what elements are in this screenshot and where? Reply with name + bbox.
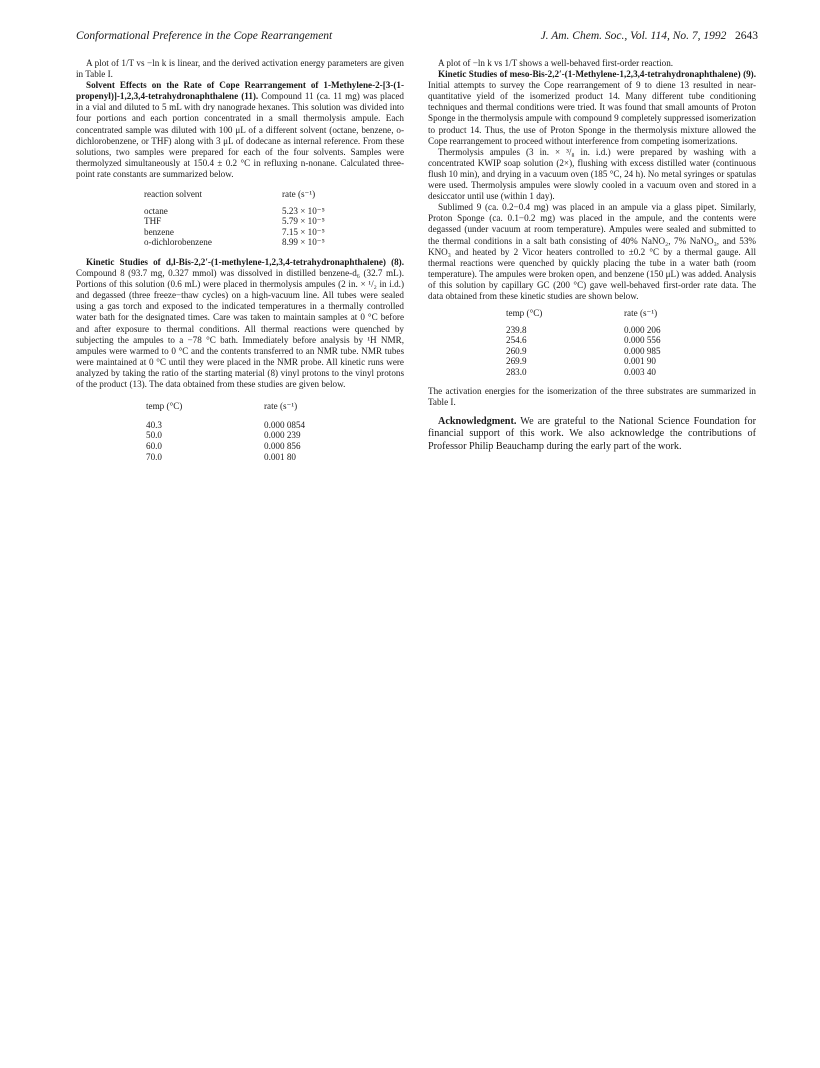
- table-row: [144, 227, 325, 238]
- right-column: [428, 58, 756, 453]
- section-heading: Kinetic Studies of d,l-Bis-2,2′-(1-methylene-1,2,3,4-tetrahydronaphthalene) (8).: [86, 257, 404, 267]
- table-row: [506, 367, 661, 378]
- acknowledgment-body: We are grateful to the National Science Foundation for financial support of this work. We also acknowledge the contributions of Professor Philip Beauchamp during the early part of the work.: [428, 415, 756, 452]
- table-cell: 5.79 × 10⁻⁵: [282, 216, 325, 227]
- column-header: temp (°C): [146, 401, 183, 412]
- table-header-row: [144, 189, 325, 206]
- paragraph: A plot of −ln k vs 1/T shows a well-behaved first-order reaction.: [438, 58, 674, 68]
- table-row: [146, 452, 305, 463]
- table-row: [146, 430, 305, 441]
- column-header: rate (s⁻¹): [624, 308, 658, 319]
- table-cell: 0.000 0854: [264, 419, 306, 430]
- table-cell: 60.0: [146, 440, 162, 451]
- running-title: Conformational Preference in the Cope Rearrangement: [76, 30, 333, 42]
- section-body: Compound 8 (93.7 mg, 0.327 mmol) was dissolved in distilled benzene-d₆ (32.7 mL). Portions of this solution (0.6 mL) were placed in thermolysis ampules (2 in. × ¹/₂ in i.d.) and degassed (three freeze−thaw cycles) on a high-vacuum line. All tubes were sealed using a gas torch and exposed to the indicated temperatures in a thermally controlled water bath for the designated times. Care was taken to maintain samples at 0 °C before and after exposure to thermal conditions. All thermal reactions were quenched by subjecting the ampules to a −78 °C bath. Immediately before analysis by ¹H NMR, ampules were warmed to 0 °C and the contents transferred to an NMR tube. NMR tubes were maintained at 0 °C until they were placed in the NMR probe. All kinetic runs were analyzed by taking the ratio of the starting material (8) vinyl protons to the vinyl protons of the product (13). The data obtained from these studies are given below.: [76, 268, 404, 390]
- left-column: [76, 58, 404, 473]
- paragraph: [76, 257, 404, 390]
- table-cell: THF: [144, 216, 162, 227]
- table-row: [144, 216, 325, 227]
- table-cell: 269.9: [506, 356, 527, 367]
- acknowledgment: [428, 416, 756, 453]
- table-cell: 5.23 × 10⁻⁵: [282, 205, 325, 216]
- paragraph: [76, 80, 404, 180]
- page-number: 2643: [735, 30, 758, 42]
- column-header: rate (s⁻¹): [264, 401, 298, 412]
- table-cell: 0.003 40: [624, 367, 656, 378]
- table-cell: 239.8: [506, 324, 527, 335]
- acknowledgment-heading: Acknowledgment.: [438, 415, 517, 427]
- table-row: [144, 206, 325, 217]
- table-cell: 260.9: [506, 345, 527, 356]
- table-cell: 0.000 239: [264, 430, 301, 441]
- section-body: Compound 11 (ca. 11 mg) was placed in a vial and diluted to 5 mL with dry nanograde hexanes. This solution was divided into four portions and each portion concentrated in a small thermolysis ampule. Each concentrated sample was diluted with 100 μL of a different solvent (octane, benzene, o-dichlorobenzene, or THF) along with 3 μL of dodecane as internal reference. From these solutions, two samples were prepared for each of the four solvents. Samples were thermolyzed simultaneously at 150.4 ± 0.2 °C in refluxing n-nonane. Calculated three-point rate constants are summarized below.: [76, 91, 404, 179]
- table-cell: 283.0: [506, 367, 527, 378]
- table-cell: 0.001 80: [264, 451, 296, 462]
- column-header: rate (s⁻¹): [282, 189, 316, 200]
- table-cell: 70.0: [146, 451, 162, 462]
- table-cell: 254.6: [506, 335, 527, 346]
- paragraph: [428, 69, 756, 147]
- table-row: [506, 356, 661, 367]
- table-cell: 7.15 × 10⁻⁵: [282, 226, 325, 237]
- table-header-row: [506, 308, 661, 325]
- table-cell: 50.0: [146, 430, 162, 441]
- table-cell: 0.000 556: [624, 335, 661, 346]
- table-row: [146, 441, 305, 452]
- table-cell: 0.000 985: [624, 345, 661, 356]
- table-row: [144, 237, 325, 248]
- table-cell: 0.001 90: [624, 356, 656, 367]
- table-header-row: [146, 401, 305, 420]
- paragraph: A plot of 1/T vs −ln k is linear, and the derived activation energy parameters are given in Table I.: [76, 58, 404, 80]
- table-row: [506, 346, 661, 357]
- paragraph: The activation energies for the isomerization of the three substrates are summarized in Table I.: [428, 385, 756, 407]
- table-cell: o-dichlorobenzene: [144, 237, 212, 248]
- column-header: temp (°C): [506, 308, 543, 319]
- section-heading: Solvent Effects on the Rate of Cope Rearrangement of 1-Methylene-2-[3-(1-propenyl)]-1,2,3,4-tetrahydronaphthalene (11).: [76, 80, 404, 102]
- solvent-rate-table: [144, 189, 325, 248]
- table-cell: 0.000 856: [264, 440, 301, 451]
- journal-name: J. Am. Chem. Soc.,: [540, 30, 628, 42]
- table-cell: 0.000 206: [624, 324, 661, 335]
- table-row: [506, 325, 661, 336]
- table-cell: benzene: [144, 226, 174, 237]
- section-heading: Kinetic Studies of meso-Bis-2,2′-(1-Methylene-1,2,3,4-tetrahydronaphthalene) (9).: [438, 69, 756, 80]
- kinetics-table-8: [146, 401, 305, 462]
- table-cell: 40.3: [146, 419, 162, 430]
- paragraph: Thermolysis ampules (3 in. × ³/₈ in. i.d.) were prepared by washing with a concentrated KWIP soap solution (2×), flushing with excess distilled water (continuous flush 10 min), and drying in a vacuum oven (185 °C, 24 h). No metal syringes or spatulas were used. Thermolysis ampules were slowly cooled in a vacuum oven and stored in a desiccator until use (within 1 day).: [428, 146, 756, 202]
- section-body: Initial attempts to survey the Cope rearrangement of 9 to diene 13 resulted in near-quantitative yield of the isomerized product 14. Many different tube conditioning techniques and thermal conditions were tried. It was found that small amounts of Proton Sponge in the thermolysis ampule with compound 9 completely suppressed isomerization to product 14. Thus, the use of Proton Sponge in the thermolysis mixture allowed the Cope rearrangement to proceed without interference from competing isomerizations.: [428, 80, 756, 146]
- paragraph: Sublimed 9 (ca. 0.2−0.4 mg) was placed in an ampule via a glass pipet. Similarly, Proton Sponge (ca. 0.1−0.2 mg) was placed in the ampule, and the contents were degassed (under vacuum at room temperature). Ampules were sealed and submitted to the thermal conditions in a salt bath consisting of 40% NaNO₂, 7% NaNO₃, and 53% KNO₃ and heated by 2 Vicor heaters controlled to ±0.2 °C by a thermal gauge. All thermal reactions were quenched by quickly placing the tube in a water bath (room temperature). The ampules were broken open, and benzene (150 μL) was added. Analysis of this solution by capillary GC (200 °C) gave well-behaved first-order rate data. The data obtained from these kinetic studies are shown below.: [428, 202, 756, 301]
- journal-volume: Vol. 114, No. 7, 1992: [630, 30, 727, 42]
- table-row: [146, 420, 305, 431]
- table-cell: octane: [144, 205, 168, 216]
- kinetics-table-9: [506, 308, 661, 378]
- table-cell: 8.99 × 10⁻⁵: [282, 237, 325, 248]
- table-row: [506, 335, 661, 346]
- column-header: reaction solvent: [144, 189, 203, 200]
- journal-citation: [541, 30, 758, 42]
